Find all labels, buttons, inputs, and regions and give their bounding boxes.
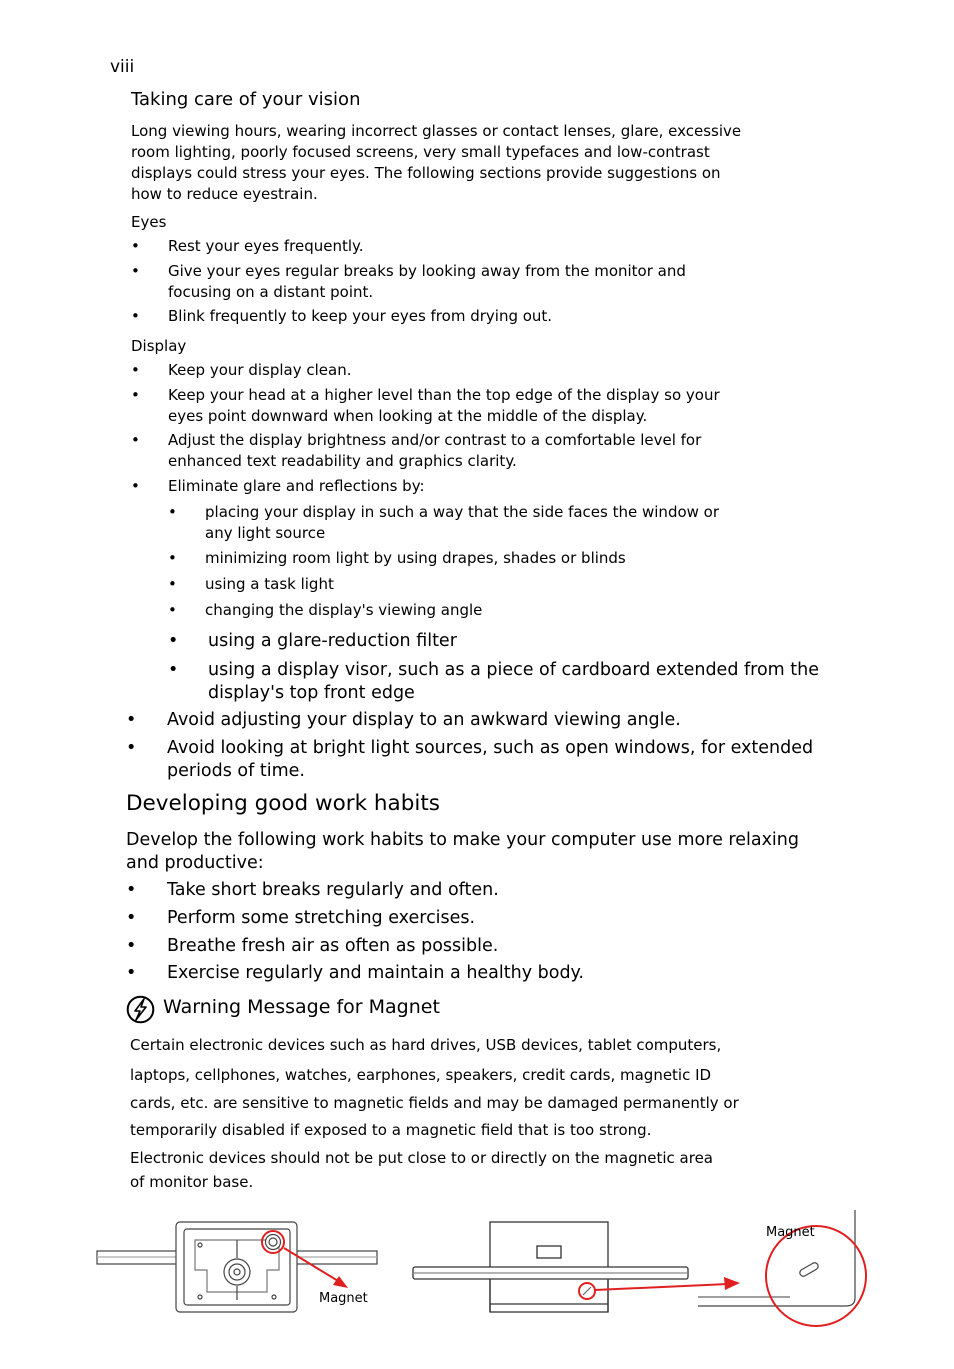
list-item-text: eyes point downward when looking at the middle of the display.	[168, 407, 648, 425]
bullet-dot: •	[168, 575, 177, 593]
list-item-text: Blink frequently to keep your eyes from drying out.	[168, 307, 553, 325]
magnet-line: Certain electronic devices such as hard drives, USB devices, tablet computers,	[130, 1036, 722, 1054]
vision-intro-line: room lighting, poorly focused screens, very small typefaces and low-contrast	[131, 143, 710, 161]
habits-intro-line: and productive:	[126, 853, 264, 873]
bullet-dot: •	[168, 503, 177, 521]
list-item-text: Take short breaks regularly and often.	[167, 880, 499, 900]
list-item-text: placing your display in such a way that the side faces the window or	[205, 503, 720, 521]
habits-intro	[126, 829, 826, 875]
vision-intro-line: how to reduce eyestrain.	[131, 185, 318, 203]
list-item-text: Rest your eyes frequently.	[168, 237, 364, 255]
list-item-text: Give your eyes regular breaks by looking away from the monitor and	[168, 262, 686, 280]
magnet-heading: Warning Message for Magnet	[163, 996, 440, 1018]
magnet-arrowhead	[724, 1277, 740, 1290]
vision-intro-line: displays could stress your eyes. The following sections provide suggestions on	[131, 164, 721, 182]
list-item-text: Keep your display clean.	[168, 361, 352, 379]
vision-intro-line: Long viewing hours, wearing incorrect glasses or contact lenses, glare, excessive	[131, 122, 742, 140]
magnet-line: cards, etc. are sensitive to magnetic fields and may be damaged permanently or	[130, 1094, 739, 1112]
lightning-warning-icon	[126, 995, 155, 1024]
list-item-text: Adjust the display brightness and/or contrast to a comfortable level for	[168, 431, 702, 449]
bullet-dot: •	[131, 307, 140, 325]
base-side-view	[413, 1222, 688, 1312]
magnet-line: Electronic devices should not be put close to or directly on the magnetic area	[130, 1149, 714, 1167]
list-item-text: any light source	[205, 524, 326, 542]
magnet-line: temporarily disabled if exposed to a magnetic field that is too strong.	[130, 1121, 652, 1139]
list-item-text: Exercise regularly and maintain a healthy body.	[167, 963, 584, 983]
list-item-text: Perform some stretching exercises.	[167, 908, 476, 928]
bullet-dot: •	[131, 361, 140, 379]
bullet-dot: •	[126, 908, 137, 928]
list-item-text: display's top front edge	[208, 683, 415, 703]
magnet-arrowhead	[333, 1276, 348, 1288]
bullet-dot: •	[168, 601, 177, 619]
habits-intro-line: Develop the following work habits to make your computer use more relaxing	[126, 830, 799, 850]
bullet-dot: •	[126, 963, 137, 983]
bullet-dot: •	[168, 631, 179, 651]
bullet-dot: •	[126, 880, 137, 900]
list-item-text: enhanced text readability and graphics clarity.	[168, 452, 517, 470]
magnet-highlight-circle	[766, 1226, 866, 1326]
magnet-label-right: Magnet	[766, 1225, 815, 1240]
list-item-text: Eliminate glare and reflections by:	[168, 477, 425, 495]
bullet-dot: •	[131, 237, 140, 255]
bullet-dot: •	[126, 936, 137, 956]
vision-heading: Taking care of your vision	[131, 89, 361, 110]
list-item-text: Avoid looking at bright light sources, such as open windows, for extended	[167, 738, 814, 758]
magnet-line: laptops, cellphones, watches, earphones, speakers, credit cards, magnetic ID	[130, 1066, 712, 1084]
list-item-text: Breathe fresh air as often as possible.	[167, 936, 499, 956]
habits-heading: Developing good work habits	[126, 791, 440, 816]
bullet-dot: •	[168, 549, 177, 567]
list-item-text: changing the display's viewing angle	[205, 601, 483, 619]
bullet-dot: •	[131, 262, 140, 280]
eyes-label: Eyes	[131, 213, 167, 231]
list-item-text: using a glare-reduction filter	[208, 631, 457, 651]
list-item-text: focusing on a distant point.	[168, 283, 374, 301]
bullet-dot: •	[126, 710, 137, 730]
list-item-text: Keep your head at a higher level than the top edge of the display so your	[168, 386, 720, 404]
magnet-arrow	[595, 1284, 728, 1290]
list-item-text: minimizing room light by using drapes, shades or blinds	[205, 549, 626, 567]
vision-intro	[131, 121, 741, 205]
list-item-text: Avoid adjusting your display to an awkward viewing angle.	[167, 710, 681, 730]
display-label: Display	[131, 337, 187, 355]
list-item-text: using a display visor, such as a piece of cardboard extended from the	[208, 660, 820, 680]
magnet-line: of monitor base.	[130, 1173, 254, 1191]
bullet-dot: •	[168, 660, 179, 680]
bullet-dot: •	[131, 386, 140, 404]
page-number: viii	[110, 57, 135, 77]
bullet-dot: •	[126, 738, 137, 758]
list-item-text: periods of time.	[167, 761, 305, 781]
list-item-text: using a task light	[205, 575, 334, 593]
bullet-dot: •	[131, 477, 140, 495]
magnet-label-left: Magnet	[319, 1291, 368, 1306]
bullet-dot: •	[131, 431, 140, 449]
